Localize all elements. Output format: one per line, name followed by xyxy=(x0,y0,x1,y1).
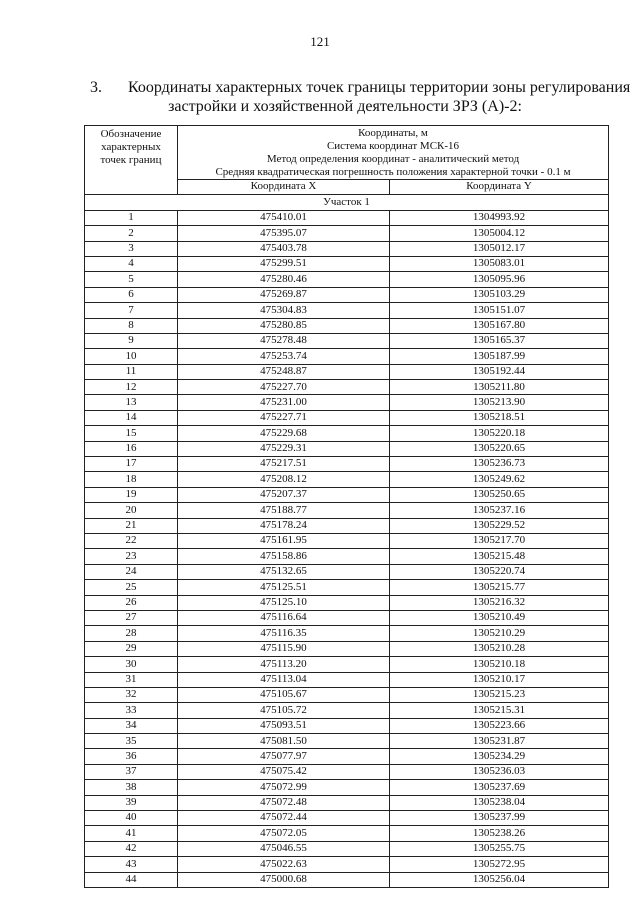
coordinate-y-cell: 1305249.62 xyxy=(390,472,609,487)
coordinate-x-cell: 475280.85 xyxy=(178,318,390,333)
table-row xyxy=(85,641,609,656)
coordinate-y-cell: 1305256.04 xyxy=(390,872,609,887)
coordinate-y-cell: 1305229.52 xyxy=(390,518,609,533)
coordinate-y-cell: 1305237.99 xyxy=(390,811,609,826)
coordinate-y-cell: 1305234.29 xyxy=(390,749,609,764)
coordinate-y-cell: 1305236.03 xyxy=(390,764,609,779)
coordinate-y-cell: 1305012.17 xyxy=(390,241,609,256)
heading-line-1: Координаты характерных точек границы территории зоны регулирования xyxy=(128,79,631,96)
coordinate-x-cell: 475217.51 xyxy=(178,457,390,472)
coordinate-y-cell: 1305255.75 xyxy=(390,841,609,856)
coordinate-y-cell: 1305215.31 xyxy=(390,703,609,718)
coordinate-y-cell: 1305103.29 xyxy=(390,287,609,302)
coordinate-x-cell: 475072.44 xyxy=(178,811,390,826)
point-number-cell: 2 xyxy=(85,226,178,241)
point-number-cell: 30 xyxy=(85,657,178,672)
point-number-cell: 32 xyxy=(85,687,178,702)
coordinate-y-cell: 1305210.18 xyxy=(390,657,609,672)
table-row xyxy=(85,333,609,348)
coordinate-x-cell: 475116.35 xyxy=(178,626,390,641)
coordinate-y-cell: 1304993.92 xyxy=(390,210,609,225)
table-row xyxy=(85,410,609,425)
table-row xyxy=(85,703,609,718)
point-number-cell: 11 xyxy=(85,364,178,379)
point-number-cell: 16 xyxy=(85,441,178,456)
coordinate-y-cell: 1305210.49 xyxy=(390,610,609,625)
coordinate-x-cell: 475116.64 xyxy=(178,610,390,625)
coordinate-x-cell: 475227.71 xyxy=(178,410,390,425)
coordinate-x-cell: 475000.68 xyxy=(178,872,390,887)
page-number: 121 xyxy=(310,34,330,49)
point-number-cell: 14 xyxy=(85,410,178,425)
table-row xyxy=(85,826,609,841)
coordinate-y-cell: 1305220.65 xyxy=(390,441,609,456)
point-number-cell: 13 xyxy=(85,395,178,410)
coordinate-y-cell: 1305236.73 xyxy=(390,457,609,472)
table-row xyxy=(85,364,609,379)
point-number-cell: 9 xyxy=(85,333,178,348)
point-number-cell: 3 xyxy=(85,241,178,256)
coordinate-x-cell: 475046.55 xyxy=(178,841,390,856)
point-number-cell: 44 xyxy=(85,872,178,887)
coordinate-y-cell: 1305216.32 xyxy=(390,595,609,610)
coordinates-table xyxy=(84,125,609,888)
coordinates-header xyxy=(178,126,609,180)
coordinates-header-line: Средняя квадратическая погрешность положения характерной точки - 0.1 м xyxy=(215,166,571,178)
section-number: 3. xyxy=(90,79,102,96)
point-label-header-line: точек границ xyxy=(100,154,162,166)
point-number-cell: 17 xyxy=(85,457,178,472)
table-row xyxy=(85,657,609,672)
coordinate-x-cell: 475081.50 xyxy=(178,734,390,749)
coordinate-y-cell: 1305165.37 xyxy=(390,333,609,348)
table-row xyxy=(85,226,609,241)
table-row xyxy=(85,210,609,225)
coordinate-x-cell: 475227.70 xyxy=(178,380,390,395)
table-row xyxy=(85,672,609,687)
coordinate-y-cell: 1305272.95 xyxy=(390,857,609,872)
point-number-cell: 26 xyxy=(85,595,178,610)
point-number-cell: 1 xyxy=(85,210,178,225)
coordinate-x-cell: 475072.05 xyxy=(178,826,390,841)
section-row: Участок 1 xyxy=(85,195,609,210)
coordinate-x-cell: 475395.07 xyxy=(178,226,390,241)
point-number-cell: 36 xyxy=(85,749,178,764)
coordinate-y-cell: 1305217.70 xyxy=(390,533,609,548)
point-number-cell: 8 xyxy=(85,318,178,333)
coordinate-x-cell: 475072.48 xyxy=(178,795,390,810)
coordinate-x-cell: 475132.65 xyxy=(178,564,390,579)
table-row xyxy=(85,564,609,579)
coordinate-x-cell: 475229.31 xyxy=(178,441,390,456)
coordinate-x-cell: 475125.10 xyxy=(178,595,390,610)
table-row xyxy=(85,487,609,502)
table-row xyxy=(85,718,609,733)
table-row xyxy=(85,841,609,856)
table-row xyxy=(85,318,609,333)
table-row xyxy=(85,811,609,826)
point-number-cell: 6 xyxy=(85,287,178,302)
table-row xyxy=(85,303,609,318)
point-number-cell: 33 xyxy=(85,703,178,718)
coordinate-y-cell: 1305223.66 xyxy=(390,718,609,733)
coordinate-y-cell: 1305237.16 xyxy=(390,503,609,518)
coordinate-x-cell: 475113.20 xyxy=(178,657,390,672)
coordinate-x-cell: 475299.51 xyxy=(178,256,390,271)
point-number-cell: 23 xyxy=(85,549,178,564)
point-number-cell: 42 xyxy=(85,841,178,856)
coordinate-x-cell: 475161.95 xyxy=(178,533,390,548)
point-number-cell: 12 xyxy=(85,380,178,395)
coordinate-x-cell: 475304.83 xyxy=(178,303,390,318)
coordinates-header-line: Метод определения координат - аналитический метод xyxy=(266,153,520,165)
coordinate-x-cell: 475278.48 xyxy=(178,333,390,348)
point-label-header-line: Обозначение xyxy=(100,128,162,140)
point-number-cell: 7 xyxy=(85,303,178,318)
table-row xyxy=(85,610,609,625)
coordinate-x-cell: 475093.51 xyxy=(178,718,390,733)
table-row xyxy=(85,580,609,595)
coordinate-x-cell: 475077.97 xyxy=(178,749,390,764)
coordinate-y-cell: 1305095.96 xyxy=(390,272,609,287)
coordinate-y-cell: 1305192.44 xyxy=(390,364,609,379)
table-row xyxy=(85,241,609,256)
coordinate-x-cell: 475075.42 xyxy=(178,764,390,779)
point-number-cell: 10 xyxy=(85,349,178,364)
coordinates-header-line: Система координат МСК-16 xyxy=(326,140,460,152)
point-number-cell: 20 xyxy=(85,503,178,518)
coordinate-x-cell: 475188.77 xyxy=(178,503,390,518)
coordinate-y-cell: 1305210.17 xyxy=(390,672,609,687)
point-number-cell: 29 xyxy=(85,641,178,656)
table-row xyxy=(85,595,609,610)
table-row xyxy=(85,764,609,779)
point-number-cell: 25 xyxy=(85,580,178,595)
table-row xyxy=(85,457,609,472)
table-row xyxy=(85,256,609,271)
coordinate-x-cell: 475253.74 xyxy=(178,349,390,364)
table-row xyxy=(85,426,609,441)
coordinate-x-cell: 475403.78 xyxy=(178,241,390,256)
point-number-cell: 37 xyxy=(85,764,178,779)
coordinate-x-cell: 475207.37 xyxy=(178,487,390,502)
point-number-cell: 27 xyxy=(85,610,178,625)
coordinate-x-cell: 475269.87 xyxy=(178,287,390,302)
column-header-x: Координата X xyxy=(178,180,390,195)
coordinate-y-cell: 1305238.04 xyxy=(390,795,609,810)
coordinate-y-cell: 1305237.69 xyxy=(390,780,609,795)
table-row xyxy=(85,533,609,548)
table-row xyxy=(85,857,609,872)
point-label-header-line: характерных xyxy=(101,141,161,153)
coordinate-y-cell: 1305215.77 xyxy=(390,580,609,595)
point-number-cell: 41 xyxy=(85,826,178,841)
coordinate-y-cell: 1305211.80 xyxy=(390,380,609,395)
table-row xyxy=(85,272,609,287)
coordinate-x-cell: 475022.63 xyxy=(178,857,390,872)
point-number-cell: 35 xyxy=(85,734,178,749)
coordinate-y-cell: 1305083.01 xyxy=(390,256,609,271)
table-row xyxy=(85,795,609,810)
point-number-cell: 24 xyxy=(85,564,178,579)
point-number-cell: 38 xyxy=(85,780,178,795)
table-row xyxy=(85,780,609,795)
coordinate-x-cell: 475125.51 xyxy=(178,580,390,595)
coordinate-x-cell: 475115.90 xyxy=(178,641,390,656)
coordinate-x-cell: 475280.46 xyxy=(178,272,390,287)
table-row xyxy=(85,380,609,395)
coordinate-x-cell: 475231.00 xyxy=(178,395,390,410)
coordinate-x-cell: 475113.04 xyxy=(178,672,390,687)
point-number-cell: 34 xyxy=(85,718,178,733)
coordinate-y-cell: 1305004.12 xyxy=(390,226,609,241)
point-number-cell: 28 xyxy=(85,626,178,641)
table-row xyxy=(85,734,609,749)
table-row xyxy=(85,395,609,410)
coordinate-x-cell: 475178.24 xyxy=(178,518,390,533)
point-number-cell: 40 xyxy=(85,811,178,826)
point-number-cell: 39 xyxy=(85,795,178,810)
point-number-cell: 19 xyxy=(85,487,178,502)
table-row xyxy=(85,749,609,764)
table-row xyxy=(85,472,609,487)
point-number-cell: 31 xyxy=(85,672,178,687)
coordinate-y-cell: 1305167.80 xyxy=(390,318,609,333)
coordinate-y-cell: 1305250.65 xyxy=(390,487,609,502)
column-header-y: Координата Y xyxy=(390,180,609,195)
coordinate-y-cell: 1305187.99 xyxy=(390,349,609,364)
coordinate-y-cell: 1305220.74 xyxy=(390,564,609,579)
coordinate-y-cell: 1305213.90 xyxy=(390,395,609,410)
table-row xyxy=(85,349,609,364)
table-row xyxy=(85,287,609,302)
coordinate-y-cell: 1305151.07 xyxy=(390,303,609,318)
table-row xyxy=(85,872,609,887)
point-number-cell: 4 xyxy=(85,256,178,271)
point-label-header xyxy=(85,126,178,195)
coordinate-y-cell: 1305210.28 xyxy=(390,641,609,656)
point-number-cell: 18 xyxy=(85,472,178,487)
coordinate-x-cell: 475248.87 xyxy=(178,364,390,379)
table-row xyxy=(85,626,609,641)
point-number-cell: 5 xyxy=(85,272,178,287)
table-row xyxy=(85,441,609,456)
coordinate-y-cell: 1305220.18 xyxy=(390,426,609,441)
coordinate-y-cell: 1305231.87 xyxy=(390,734,609,749)
coordinate-x-cell: 475105.67 xyxy=(178,687,390,702)
coordinate-x-cell: 475072.99 xyxy=(178,780,390,795)
point-number-cell: 22 xyxy=(85,533,178,548)
point-number-cell: 43 xyxy=(85,857,178,872)
heading-line-2: застройки и хозяйственной деятельности ЗРЗ (А)-2: xyxy=(168,98,522,115)
table-row xyxy=(85,687,609,702)
table-row xyxy=(85,549,609,564)
coordinate-y-cell: 1305238.26 xyxy=(390,826,609,841)
table-row xyxy=(85,518,609,533)
coordinate-x-cell: 475208.12 xyxy=(178,472,390,487)
coordinate-y-cell: 1305215.48 xyxy=(390,549,609,564)
point-number-cell: 15 xyxy=(85,426,178,441)
coordinate-x-cell: 475410.01 xyxy=(178,210,390,225)
coordinates-header-line: Координаты, м xyxy=(358,127,428,139)
table-row xyxy=(85,503,609,518)
coordinate-x-cell: 475158.86 xyxy=(178,549,390,564)
coordinate-y-cell: 1305215.23 xyxy=(390,687,609,702)
coordinate-y-cell: 1305210.29 xyxy=(390,626,609,641)
coordinate-x-cell: 475105.72 xyxy=(178,703,390,718)
coordinate-x-cell: 475229.68 xyxy=(178,426,390,441)
coordinate-y-cell: 1305218.51 xyxy=(390,410,609,425)
point-number-cell: 21 xyxy=(85,518,178,533)
